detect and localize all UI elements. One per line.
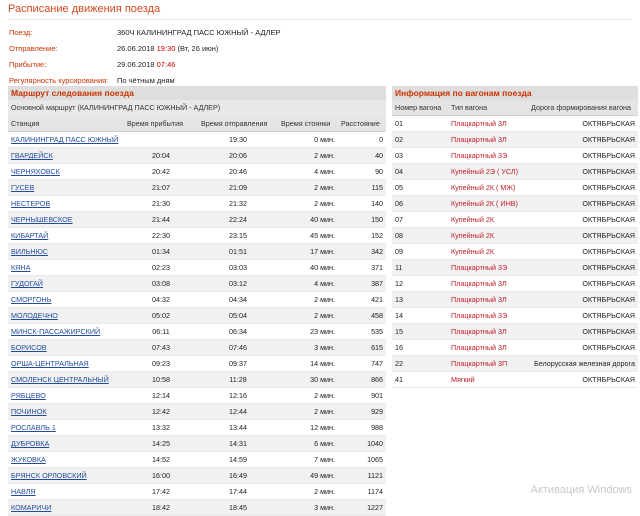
stop-duration-cell: 14 мин.: [278, 356, 338, 372]
wagon-road-cell: ОКТЯБРЬСКАЯ: [528, 196, 638, 212]
arrival-cell: 01:34: [124, 244, 198, 260]
departure-cell: 22:24: [198, 212, 278, 228]
route-row: [8, 356, 386, 372]
train-label: Поезд:: [9, 27, 33, 37]
arrival-cell: 12:42: [124, 404, 198, 420]
station-link[interactable]: ВИЛЬНЮС: [11, 247, 48, 256]
wagon-road-cell: ОКТЯБРЬСКАЯ: [528, 148, 638, 164]
station-link[interactable]: ОРША-ЦЕНТРАЛЬНАЯ: [11, 359, 89, 368]
arrival-cell: 20:42: [124, 164, 198, 180]
distance-cell: 1121: [338, 468, 386, 484]
route-column-header: Время отправления: [198, 116, 278, 132]
route-row: [8, 340, 386, 356]
station-cell: [8, 260, 124, 276]
station-cell: [8, 356, 124, 372]
distance-cell: 387: [338, 276, 386, 292]
route-subheader-row: [8, 100, 386, 116]
stop-duration-cell: 40 мин.: [278, 212, 338, 228]
wagons-column-header: Дорога формирования вагона: [528, 100, 638, 116]
stop-duration-cell: 2 мин.: [278, 180, 338, 196]
station-link[interactable]: РОСЛАВЛЬ 1: [11, 423, 56, 432]
wagon-number-cell: 09: [392, 244, 448, 260]
wagon-row: [392, 116, 638, 132]
departure-cell: 17:44: [198, 484, 278, 500]
route-row: [8, 228, 386, 244]
station-cell: [8, 404, 124, 420]
station-cell: [8, 196, 124, 212]
station-cell: [8, 436, 124, 452]
route-row: [8, 276, 386, 292]
route-row: [8, 196, 386, 212]
arrival-cell: 12:14: [124, 388, 198, 404]
arrival-label: Прибытие:: [9, 59, 47, 69]
wagon-number-cell: 41: [392, 372, 448, 388]
arrival-cell: 04:32: [124, 292, 198, 308]
arrival-cell: 21:07: [124, 180, 198, 196]
wagons-table: [392, 100, 638, 388]
departure-cell: 09:37: [198, 356, 278, 372]
station-link[interactable]: СМОЛЕНСК ЦЕНТРАЛЬНЫЙ: [11, 375, 109, 384]
station-link[interactable]: БОРИСОВ: [11, 343, 47, 352]
wagon-number-cell: 12: [392, 276, 448, 292]
wagon-row: [392, 372, 638, 388]
station-link[interactable]: ГВАРДЕЙСК: [11, 151, 53, 160]
route-row: [8, 132, 386, 148]
stop-duration-cell: 40 мин.: [278, 260, 338, 276]
station-link[interactable]: ПОЧИНОК: [11, 407, 47, 416]
arrival-cell: 21:30: [124, 196, 198, 212]
arrival-cell: 20:04: [124, 148, 198, 164]
station-cell: [8, 452, 124, 468]
station-link[interactable]: НЕСТЕРОВ: [11, 199, 51, 208]
departure-value: [117, 40, 409, 56]
route-row: [8, 292, 386, 308]
regularity-label: Регулярность курсирования:: [9, 75, 109, 85]
arrival-cell: 05:02: [124, 308, 198, 324]
distance-cell: 866: [338, 372, 386, 388]
arrival-cell: 10:58: [124, 372, 198, 388]
wagon-number-cell: 15: [392, 324, 448, 340]
station-cell: [8, 164, 124, 180]
wagon-number-cell: 03: [392, 148, 448, 164]
station-cell: [8, 228, 124, 244]
departure-day: (Вт, 26 июн): [177, 43, 219, 53]
station-link[interactable]: КЯНА: [11, 263, 31, 272]
wagon-road-cell: ОКТЯБРЬСКАЯ: [528, 276, 638, 292]
route-row: [8, 212, 386, 228]
route-row: [8, 404, 386, 420]
wagon-road-cell: ОКТЯБРЬСКАЯ: [528, 164, 638, 180]
station-link[interactable]: ДУБРОВКА: [11, 439, 50, 448]
wagon-road-cell: ОКТЯБРЬСКАЯ: [528, 372, 638, 388]
wagon-number-cell: 07: [392, 212, 448, 228]
wagon-number-cell: 22: [392, 356, 448, 372]
route-column-header: Время прибытия: [124, 116, 198, 132]
train-info: [9, 24, 409, 88]
wagon-type-cell: Плацкартный 3Л: [448, 324, 528, 340]
distance-cell: 458: [338, 308, 386, 324]
distance-cell: 140: [338, 196, 386, 212]
station-link[interactable]: МОЛОДЕЧНО: [11, 311, 58, 320]
wagon-type-cell: Плацкартный 3П: [448, 356, 528, 372]
departure-cell: 19:30: [198, 132, 278, 148]
station-cell: [8, 420, 124, 436]
route-row: [8, 468, 386, 484]
arrival-cell: 07:43: [124, 340, 198, 356]
wagon-type-cell: Плацкартный 3Л: [448, 116, 528, 132]
route-row: [8, 164, 386, 180]
arrival-cell: 18:42: [124, 500, 198, 516]
arrival-cell: 17:42: [124, 484, 198, 500]
wagon-road-cell: ОКТЯБРЬСКАЯ: [528, 244, 638, 260]
route-row: [8, 484, 386, 500]
stop-duration-cell: 7 мин.: [278, 452, 338, 468]
route-panel: [8, 86, 386, 516]
distance-cell: 988: [338, 420, 386, 436]
departure-cell: 12:44: [198, 404, 278, 420]
route-row: [8, 500, 386, 516]
station-link[interactable]: МИНСК-ПАССАЖИРСКИЙ: [11, 327, 101, 336]
arrival-time: 07:46: [156, 59, 176, 69]
station-link[interactable]: БРЯНСК ОРЛОВСКИЙ: [11, 471, 87, 480]
wagon-row: [392, 324, 638, 340]
route-row: [8, 372, 386, 388]
departure-cell: 21:32: [198, 196, 278, 212]
departure-cell: 13:44: [198, 420, 278, 436]
station-cell: [8, 148, 124, 164]
route-column-header: Время стоянки: [278, 116, 338, 132]
distance-cell: 901: [338, 388, 386, 404]
wagon-road-cell: ОКТЯБРЬСКАЯ: [528, 308, 638, 324]
departure-cell: 20:06: [198, 148, 278, 164]
stop-duration-cell: 17 мин.: [278, 244, 338, 260]
station-link[interactable]: ЧЕРНЯХОВСК: [11, 167, 60, 176]
wagon-row: [392, 356, 638, 372]
stop-duration-cell: 2 мин.: [278, 292, 338, 308]
station-link[interactable]: ЧЕРНЫШЕВСКОЕ: [11, 215, 73, 224]
station-cell: [8, 212, 124, 228]
route-row: [8, 420, 386, 436]
stop-duration-cell: 12 мин.: [278, 420, 338, 436]
wagon-number-cell: 04: [392, 164, 448, 180]
departure-cell: 04:34: [198, 292, 278, 308]
distance-cell: 421: [338, 292, 386, 308]
station-cell: [8, 340, 124, 356]
stop-duration-cell: 2 мин.: [278, 404, 338, 420]
stop-duration-cell: 45 мин.: [278, 228, 338, 244]
wagon-row: [392, 340, 638, 356]
wagon-row: [392, 276, 638, 292]
windows-activation-watermark: Активация Windows: [530, 484, 632, 496]
departure-cell: 23:15: [198, 228, 278, 244]
wagon-type-cell: Плацкартный 3Э: [448, 148, 528, 164]
wagon-type-cell: Плацкартный 3Л: [448, 276, 528, 292]
distance-cell: 1065: [338, 452, 386, 468]
route-row: [8, 436, 386, 452]
arrival-cell: 14:25: [124, 436, 198, 452]
distance-cell: 0: [338, 132, 386, 148]
station-link[interactable]: КИБАРТАЙ: [11, 231, 49, 240]
wagon-row: [392, 260, 638, 276]
wagon-road-cell: ОКТЯБРЬСКАЯ: [528, 132, 638, 148]
wagon-number-cell: 11: [392, 260, 448, 276]
station-cell: [8, 244, 124, 260]
route-row: [8, 388, 386, 404]
wagon-type-cell: Плацкартный 3Л: [448, 340, 528, 356]
stop-duration-cell: 6 мин.: [278, 436, 338, 452]
station-link[interactable]: КОМАРИЧИ: [11, 503, 52, 512]
route-row: [8, 260, 386, 276]
arrival-cell: [124, 132, 198, 148]
wagon-row: [392, 228, 638, 244]
stop-duration-cell: 23 мин.: [278, 324, 338, 340]
distance-cell: 152: [338, 228, 386, 244]
stop-duration-cell: 2 мин.: [278, 148, 338, 164]
wagon-row: [392, 148, 638, 164]
station-cell: [8, 308, 124, 324]
wagon-number-cell: 02: [392, 132, 448, 148]
wagon-row: [392, 308, 638, 324]
departure-cell: 11:28: [198, 372, 278, 388]
wagon-number-cell: 13: [392, 292, 448, 308]
station-link[interactable]: СМОРГОНЬ: [11, 295, 52, 304]
departure-cell: 14:31: [198, 436, 278, 452]
wagon-row: [392, 132, 638, 148]
departure-date: 26.06.2018: [117, 43, 155, 53]
station-link[interactable]: ГУДОГАЙ: [11, 279, 43, 288]
route-heading: Маршрут следования поезда: [8, 86, 386, 100]
route-row: [8, 324, 386, 340]
route-column-header: Расстояние: [338, 116, 386, 132]
departure-cell: 14:59: [198, 452, 278, 468]
stop-duration-cell: 4 мин.: [278, 164, 338, 180]
arrival-cell: 14:52: [124, 452, 198, 468]
wagon-row: [392, 196, 638, 212]
arrival-cell: 03:08: [124, 276, 198, 292]
departure-cell: 03:12: [198, 276, 278, 292]
route-subheading: Основной маршрут (КАЛИНИНГРАД ПАСС ЮЖНЫЙ - АДЛЕР): [8, 100, 386, 116]
route-row: [8, 244, 386, 260]
wagons-column-header: Тип вагона: [448, 100, 528, 116]
distance-cell: 1040: [338, 436, 386, 452]
wagon-road-cell: ОКТЯБРЬСКАЯ: [528, 116, 638, 132]
title-divider: [8, 19, 632, 20]
route-table: [8, 100, 386, 516]
wagon-type-cell: Купейный 2К: [448, 244, 528, 260]
station-cell: [8, 276, 124, 292]
station-cell: [8, 468, 124, 484]
departure-cell: 21:09: [198, 180, 278, 196]
station-cell: [8, 132, 124, 148]
wagons-header-row: [392, 100, 638, 116]
stop-duration-cell: 3 мин.: [278, 500, 338, 516]
station-cell: [8, 292, 124, 308]
wagon-road-cell: ОКТЯБРЬСКАЯ: [528, 180, 638, 196]
stop-duration-cell: 4 мин.: [278, 276, 338, 292]
departure-time: 19:30: [156, 43, 176, 53]
wagon-type-cell: Купейный 2К ( ИНВ): [448, 196, 528, 212]
wagon-road-cell: ОКТЯБРЬСКАЯ: [528, 324, 638, 340]
departure-cell: 12:16: [198, 388, 278, 404]
stop-duration-cell: 2 мин.: [278, 196, 338, 212]
route-row: [8, 452, 386, 468]
wagon-row: [392, 164, 638, 180]
wagon-type-cell: Купейный 2К ( МЖ): [448, 180, 528, 196]
distance-cell: 747: [338, 356, 386, 372]
wagon-road-cell: ОКТЯБРЬСКАЯ: [528, 260, 638, 276]
wagons-panel: [392, 86, 638, 388]
station-cell: [8, 324, 124, 340]
wagon-road-cell: ОКТЯБРЬСКАЯ: [528, 292, 638, 308]
wagon-type-cell: Плацкартный 3Э: [448, 260, 528, 276]
wagon-type-cell: Купейный 2К: [448, 212, 528, 228]
regularity-value: По чётным дням: [117, 75, 175, 85]
arrival-cell: 06:11: [124, 324, 198, 340]
wagons-heading: Информация по вагонам поезда: [392, 86, 638, 100]
departure-cell: 07:46: [198, 340, 278, 356]
departure-cell: 01:51: [198, 244, 278, 260]
wagons-column-header: Номер вагона: [392, 100, 448, 116]
wagon-road-cell: Белорусская железная дорога: [528, 356, 638, 372]
stop-duration-cell: 2 мин.: [278, 308, 338, 324]
wagon-road-cell: ОКТЯБРЬСКАЯ: [528, 212, 638, 228]
arrival-cell: 09:23: [124, 356, 198, 372]
wagon-road-cell: ОКТЯБРЬСКАЯ: [528, 228, 638, 244]
wagon-row: [392, 180, 638, 196]
stop-duration-cell: 49 мин.: [278, 468, 338, 484]
arrival-cell: 02:23: [124, 260, 198, 276]
distance-cell: 1174: [338, 484, 386, 500]
station-cell: [8, 372, 124, 388]
distance-cell: 1227: [338, 500, 386, 516]
wagon-type-cell: Купейный 2К: [448, 228, 528, 244]
stop-duration-cell: 3 мин.: [278, 340, 338, 356]
distance-cell: 40: [338, 148, 386, 164]
wagon-type-cell: Купейный 2Э ( УСЛ): [448, 164, 528, 180]
arrival-cell: 13:32: [124, 420, 198, 436]
wagon-road-cell: ОКТЯБРЬСКАЯ: [528, 340, 638, 356]
wagon-type-cell: Мягкий: [448, 372, 528, 388]
station-cell: [8, 500, 124, 516]
distance-cell: 371: [338, 260, 386, 276]
route-column-header: Станция: [8, 116, 124, 132]
route-row: [8, 180, 386, 196]
distance-cell: 342: [338, 244, 386, 260]
route-row: [8, 308, 386, 324]
stop-duration-cell: 2 мин.: [278, 484, 338, 500]
stop-duration-cell: 0 мин.: [278, 132, 338, 148]
route-row: [8, 148, 386, 164]
distance-cell: 535: [338, 324, 386, 340]
wagon-number-cell: 08: [392, 228, 448, 244]
station-link[interactable]: КАЛИНИНГРАД ПАСС ЮЖНЫЙ: [11, 135, 119, 144]
wagon-type-cell: Плацкартный 3Э: [448, 308, 528, 324]
station-link[interactable]: ЖУКОВКА: [11, 455, 46, 464]
departure-cell: 20:46: [198, 164, 278, 180]
station-cell: [8, 180, 124, 196]
arrival-value: [117, 56, 409, 72]
departure-cell: 05:04: [198, 308, 278, 324]
departure-cell: 18:45: [198, 500, 278, 516]
distance-cell: 615: [338, 340, 386, 356]
train-value: 360Ч КАЛИНИНГРАД ПАСС ЮЖНЫЙ - АДЛЕР: [117, 27, 281, 37]
station-cell: [8, 484, 124, 500]
wagon-number-cell: 05: [392, 180, 448, 196]
wagon-type-cell: Плацкартный 3Л: [448, 292, 528, 308]
distance-cell: 150: [338, 212, 386, 228]
arrival-date: 29.06.2018: [117, 59, 155, 69]
page-title: Расписание движения поезда: [8, 3, 161, 15]
departure-cell: 03:03: [198, 260, 278, 276]
departure-cell: 06:34: [198, 324, 278, 340]
departure-label: Отправление:: [9, 43, 58, 53]
wagon-number-cell: 16: [392, 340, 448, 356]
distance-cell: 929: [338, 404, 386, 420]
station-link[interactable]: ГУСЕВ: [11, 183, 35, 192]
wagon-number-cell: 14: [392, 308, 448, 324]
station-link[interactable]: РЯБЦЕВО: [11, 391, 46, 400]
wagon-number-cell: 06: [392, 196, 448, 212]
stop-duration-cell: 2 мин.: [278, 388, 338, 404]
arrival-cell: 16:00: [124, 468, 198, 484]
arrival-cell: 22:30: [124, 228, 198, 244]
wagon-type-cell: Плацкартный 3Л: [448, 132, 528, 148]
wagon-row: [392, 212, 638, 228]
wagon-number-cell: 01: [392, 116, 448, 132]
wagon-row: [392, 292, 638, 308]
arrival-cell: 21:44: [124, 212, 198, 228]
distance-cell: 115: [338, 180, 386, 196]
wagon-row: [392, 244, 638, 260]
stop-duration-cell: 30 мин.: [278, 372, 338, 388]
station-link[interactable]: НАВЛЯ: [11, 487, 36, 496]
distance-cell: 90: [338, 164, 386, 180]
route-header-row: [8, 116, 386, 132]
station-cell: [8, 388, 124, 404]
departure-cell: 16:49: [198, 468, 278, 484]
